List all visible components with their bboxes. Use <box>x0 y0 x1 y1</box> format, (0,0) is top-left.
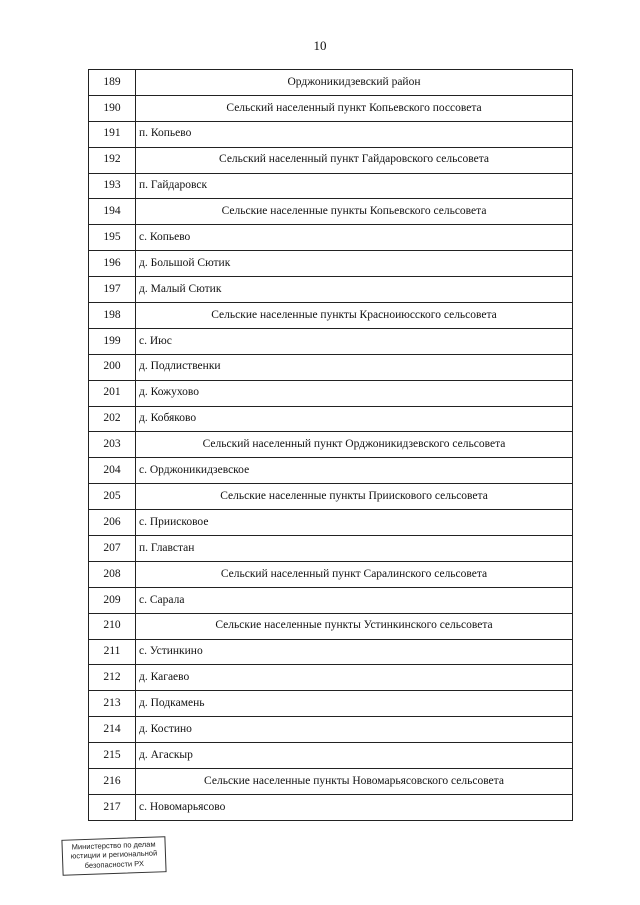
table-row <box>89 769 573 795</box>
table-row <box>89 484 573 510</box>
row-number: 212 <box>89 665 136 691</box>
row-number: 195 <box>89 225 136 251</box>
settlement-name: д. Подкамень <box>136 691 573 717</box>
row-number: 192 <box>89 147 136 173</box>
row-number: 210 <box>89 613 136 639</box>
row-number: 201 <box>89 380 136 406</box>
table-row <box>89 561 573 587</box>
table-row <box>89 147 573 173</box>
section-heading: Сельские населенные пункты Красноиюсского сельсовета <box>136 303 573 329</box>
table-row <box>89 587 573 613</box>
settlement-name: п. Гайдаровск <box>136 173 573 199</box>
table-row <box>89 121 573 147</box>
settlement-name: д. Кобяково <box>136 406 573 432</box>
table-row <box>89 691 573 717</box>
row-number: 207 <box>89 536 136 562</box>
table-row <box>89 432 573 458</box>
row-number: 199 <box>89 328 136 354</box>
settlement-name: с. Сарала <box>136 587 573 613</box>
row-number: 204 <box>89 458 136 484</box>
settlement-name: д. Костино <box>136 717 573 743</box>
row-number: 189 <box>89 70 136 96</box>
row-number: 202 <box>89 406 136 432</box>
section-heading: Сельские населенные пункты Приискового сельсовета <box>136 484 573 510</box>
table-row <box>89 277 573 303</box>
settlement-name: с. Июс <box>136 328 573 354</box>
table-row <box>89 70 573 96</box>
table-row <box>89 794 573 820</box>
section-heading: Сельские населенные пункты Новомарьясовского сельсовета <box>136 769 573 795</box>
settlement-name: д. Кагаево <box>136 665 573 691</box>
table-row <box>89 743 573 769</box>
settlement-name: д. Подлиственки <box>136 354 573 380</box>
settlement-name: с. Копьево <box>136 225 573 251</box>
row-number: 205 <box>89 484 136 510</box>
settlement-name: с. Приисковое <box>136 510 573 536</box>
page-number: 10 <box>313 38 327 53</box>
table-row <box>89 173 573 199</box>
row-number: 209 <box>89 587 136 613</box>
table-row <box>89 639 573 665</box>
row-number: 211 <box>89 639 136 665</box>
settlement-name: д. Большой Сютик <box>136 251 573 277</box>
table-row <box>89 510 573 536</box>
table-row <box>89 380 573 406</box>
row-number: 206 <box>89 510 136 536</box>
table-body <box>89 70 573 821</box>
settlement-name: д. Малый Сютик <box>136 277 573 303</box>
settlement-name: с. Новомарьясово <box>136 794 573 820</box>
row-number: 214 <box>89 717 136 743</box>
settlement-name: с. Орджоникидзевское <box>136 458 573 484</box>
row-number: 208 <box>89 561 136 587</box>
section-heading: Сельские населенные пункты Устинкинского сельсовета <box>136 613 573 639</box>
stamp-line-2: юстиции и региональной <box>70 848 158 861</box>
section-heading: Орджоникидзевский район <box>136 70 573 96</box>
stamp-line-3: безопасности РХ <box>84 858 145 870</box>
table-row <box>89 406 573 432</box>
section-heading: Сельский населенный пункт Саралинского сельсовета <box>136 561 573 587</box>
table-row <box>89 251 573 277</box>
row-number: 191 <box>89 121 136 147</box>
row-number: 194 <box>89 199 136 225</box>
settlement-name: д. Агаскыр <box>136 743 573 769</box>
row-number: 200 <box>89 354 136 380</box>
row-number: 196 <box>89 251 136 277</box>
table-row <box>89 613 573 639</box>
row-number: 217 <box>89 794 136 820</box>
row-number: 197 <box>89 277 136 303</box>
table-row <box>89 354 573 380</box>
table-row <box>89 717 573 743</box>
settlements-table <box>88 69 573 821</box>
table-row <box>89 328 573 354</box>
settlement-name: п. Главстан <box>136 536 573 562</box>
row-number: 216 <box>89 769 136 795</box>
row-number: 213 <box>89 691 136 717</box>
table-row <box>89 665 573 691</box>
table-row <box>89 536 573 562</box>
row-number: 215 <box>89 743 136 769</box>
row-number: 198 <box>89 303 136 329</box>
settlement-name: п. Копьево <box>136 121 573 147</box>
ministry-stamp <box>61 836 166 876</box>
section-heading: Сельский населенный пункт Орджоникидзевского сельсовета <box>136 432 573 458</box>
row-number: 203 <box>89 432 136 458</box>
stamp-line-1: Министерство по делам <box>71 839 156 852</box>
section-heading: Сельские населенные пункты Копьевского сельсовета <box>136 199 573 225</box>
settlement-name: д. Кожухово <box>136 380 573 406</box>
section-heading: Сельский населенный пункт Гайдаровского сельсовета <box>136 147 573 173</box>
table-row <box>89 458 573 484</box>
table-row <box>89 199 573 225</box>
row-number: 193 <box>89 173 136 199</box>
table-row <box>89 95 573 121</box>
row-number: 190 <box>89 95 136 121</box>
settlement-name: с. Устинкино <box>136 639 573 665</box>
table-row <box>89 225 573 251</box>
table-row <box>89 303 573 329</box>
section-heading: Сельский населенный пункт Копьевского поссовета <box>136 95 573 121</box>
